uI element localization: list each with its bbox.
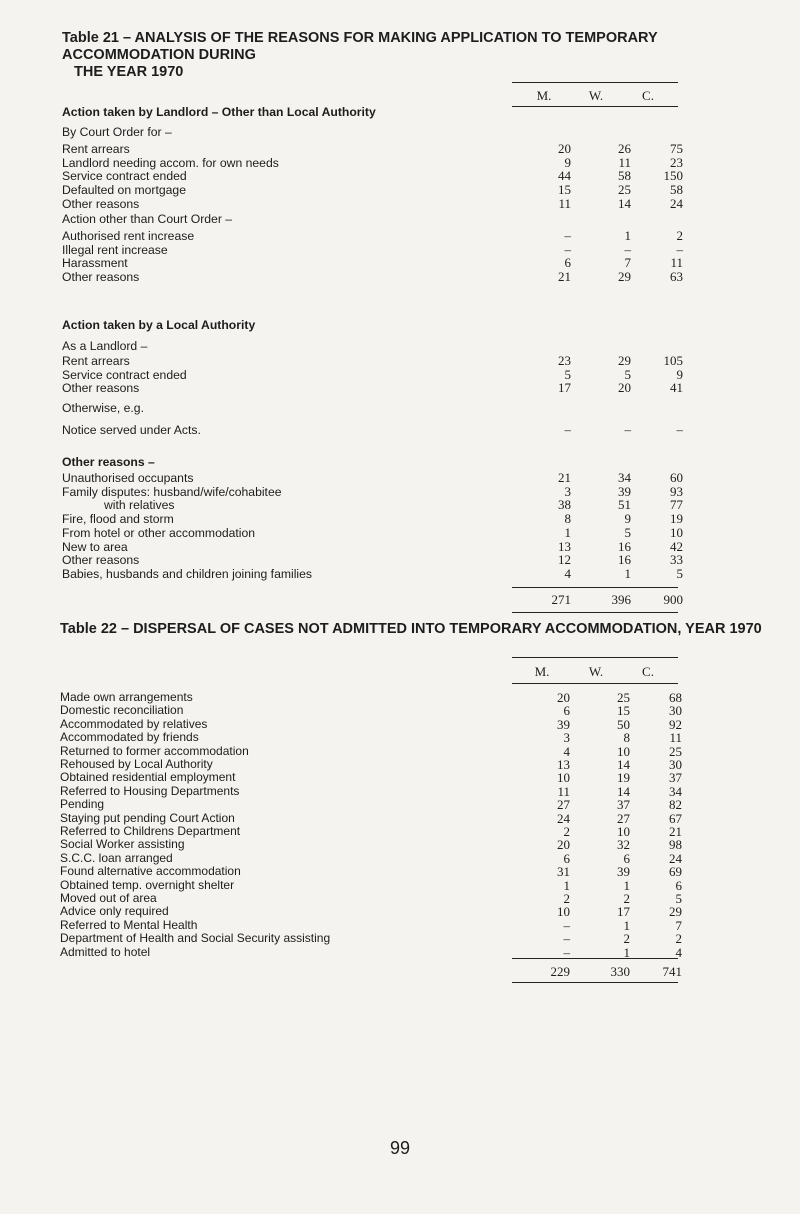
value-c: 10 xyxy=(670,524,683,540)
row-label: Social Worker assisting xyxy=(60,837,185,852)
value-w: 10 xyxy=(617,824,630,839)
table-21-total-w: 396 xyxy=(611,592,631,607)
table-22-col-w: W. xyxy=(588,664,604,679)
value-m: 10 xyxy=(557,904,570,920)
section-otherwise: Otherwise, e.g. xyxy=(62,401,144,415)
value-m: 6 xyxy=(563,703,570,719)
table-row xyxy=(0,905,800,918)
value-c: 93 xyxy=(670,483,683,499)
table-row xyxy=(0,838,800,851)
table-21-total-bottom-rule xyxy=(512,612,678,613)
value-c: 69 xyxy=(669,864,682,880)
row-label: Other reasons xyxy=(62,196,140,211)
value-c: 30 xyxy=(669,703,682,719)
value-c: 29 xyxy=(669,904,682,920)
table-22-total-m: 229 xyxy=(550,964,570,979)
value-w: 32 xyxy=(617,837,630,853)
value-c: 82 xyxy=(669,797,682,813)
value-c: 2 xyxy=(675,931,682,947)
value-m: – xyxy=(564,241,571,257)
section-landlord: Action taken by Landlord – Other than Local Authority xyxy=(62,105,376,119)
value-m: 3 xyxy=(563,730,570,746)
table-row xyxy=(0,381,800,395)
value-c: 150 xyxy=(663,168,683,184)
value-c: – xyxy=(676,241,683,257)
table-row xyxy=(0,270,800,284)
row-label: Fire, flood and storm xyxy=(62,512,174,527)
value-w: – xyxy=(624,422,631,437)
value-c: 4 xyxy=(675,944,682,960)
value-c: 30 xyxy=(669,757,682,772)
table-22-totals-row xyxy=(0,965,800,978)
value-c: 75 xyxy=(670,141,683,156)
table-row xyxy=(0,718,800,731)
table-22-col-c: C. xyxy=(642,664,654,679)
table-row xyxy=(0,142,800,156)
value-w: 14 xyxy=(618,195,631,211)
value-c: 11 xyxy=(670,255,683,271)
value-w: 17 xyxy=(617,904,630,920)
value-w: 58 xyxy=(618,168,631,184)
value-c: 34 xyxy=(669,783,682,799)
value-m: 8 xyxy=(564,511,571,527)
value-c: 23 xyxy=(670,154,683,170)
value-w: 2 xyxy=(623,891,630,906)
value-c: 63 xyxy=(670,269,683,285)
row-label: Obtained temp. overnight shelter xyxy=(60,877,235,892)
value-w: 7 xyxy=(624,255,631,271)
value-w: 25 xyxy=(618,182,631,198)
value-c: 60 xyxy=(670,470,683,485)
value-w: 16 xyxy=(618,552,631,568)
value-w: 16 xyxy=(618,538,631,554)
table-row xyxy=(0,946,800,959)
section-other-reasons: Other reasons – xyxy=(62,455,155,469)
value-c: 21 xyxy=(669,824,682,839)
value-m: 11 xyxy=(558,195,571,211)
row-label: Referred to Housing Departments xyxy=(60,783,240,798)
table-21-header-bottom-rule xyxy=(512,106,678,107)
row-label: Rent arrears xyxy=(62,142,130,156)
value-w: 50 xyxy=(617,716,630,732)
row-label: Other reasons xyxy=(62,270,140,285)
value-c: 7 xyxy=(675,917,682,933)
value-m: 12 xyxy=(558,552,571,568)
table-21-total-m: 271 xyxy=(551,592,571,607)
section-local-authority: Action taken by a Local Authority xyxy=(62,318,256,332)
table-row xyxy=(0,932,800,945)
page-number: 99 xyxy=(389,1138,411,1158)
value-m: 15 xyxy=(558,182,571,198)
row-label: Returned to former accommodation xyxy=(60,743,249,758)
value-m: 20 xyxy=(558,141,571,156)
row-label: Family disputes: husband/wife/cohabitee xyxy=(62,484,282,499)
table-22-total-bottom-rule xyxy=(512,982,678,983)
value-w: 14 xyxy=(617,757,630,772)
row-label: Referred to Mental Health xyxy=(60,917,198,932)
row-label: Defaulted on mortgage xyxy=(62,183,186,198)
row-label: Moved out of area xyxy=(60,891,157,905)
value-w: 34 xyxy=(618,470,631,485)
table-22-total-w: 330 xyxy=(610,964,630,979)
value-c: 41 xyxy=(670,380,683,396)
value-m: – xyxy=(563,944,570,960)
table-row xyxy=(0,229,800,243)
value-m: 13 xyxy=(557,757,570,772)
row-label: Accommodated by relatives xyxy=(60,716,208,731)
row-label: Found alternative accommodation xyxy=(60,864,241,879)
row-label: Service contract ended xyxy=(62,367,187,382)
value-w: 1 xyxy=(623,944,630,960)
table-row xyxy=(0,704,800,717)
row-label: Service contract ended xyxy=(62,169,187,184)
table-row xyxy=(0,892,800,905)
row-label: Harassment xyxy=(62,256,128,271)
table-22-col-m: M. xyxy=(534,664,550,679)
table-row xyxy=(0,512,800,526)
value-m: 4 xyxy=(564,565,571,581)
row-label: Rehoused by Local Authority xyxy=(60,757,213,771)
value-m: – xyxy=(564,228,571,243)
table-21-title xyxy=(62,30,782,81)
row-label: From hotel or other accommodation xyxy=(62,525,256,540)
table-row xyxy=(0,526,800,540)
row-label: Babies, husbands and children joining families xyxy=(62,566,312,581)
table-22-title: Table 22 – DISPERSAL OF CASES NOT ADMITTED INTO TEMPORARY ACCOMMODATION, YEAR 1970 xyxy=(60,621,762,637)
row-label: Department of Health and Social Security assisting xyxy=(60,931,331,946)
value-m: 2 xyxy=(563,824,570,839)
table-21-col-c: C. xyxy=(642,88,654,103)
value-c: 33 xyxy=(670,552,683,568)
table-22-header-top-rule xyxy=(512,657,678,658)
table-row xyxy=(0,865,800,878)
value-m: – xyxy=(564,422,571,437)
table-22-header-bottom-rule xyxy=(512,683,678,684)
value-c: 11 xyxy=(669,730,682,746)
table-row xyxy=(0,745,800,758)
row-label: Unauthorised occupants xyxy=(62,471,194,485)
value-w: 9 xyxy=(624,511,631,527)
row-label: Other reasons xyxy=(62,553,140,568)
value-c: 92 xyxy=(669,716,682,732)
value-w: 1 xyxy=(624,228,631,243)
value-c: 37 xyxy=(669,770,682,786)
value-m: 1 xyxy=(564,524,571,540)
table-row xyxy=(0,852,800,865)
table-row xyxy=(0,879,800,892)
section-court-order: By Court Order for – xyxy=(62,125,172,139)
section-non-court: Action other than Court Order – xyxy=(62,212,233,226)
value-w: 15 xyxy=(617,703,630,719)
value-m: 5 xyxy=(564,366,571,382)
row-label: Obtained residential employment xyxy=(60,770,236,785)
value-c: 6 xyxy=(675,877,682,893)
table-row xyxy=(0,758,800,771)
row-label: New to area xyxy=(62,539,128,554)
value-m: 20 xyxy=(557,690,570,705)
value-c: 77 xyxy=(670,497,683,513)
value-w: 39 xyxy=(618,483,631,499)
value-c: 5 xyxy=(676,565,683,581)
table-row xyxy=(0,919,800,932)
value-w: – xyxy=(624,241,631,257)
value-w: 8 xyxy=(623,730,630,746)
value-w: 27 xyxy=(617,810,630,826)
value-m: 4 xyxy=(563,743,570,759)
row-label: with relatives xyxy=(104,498,175,513)
table-22-total-top-rule xyxy=(512,958,678,959)
value-c: – xyxy=(676,422,683,437)
value-m: – xyxy=(563,917,570,933)
value-w: 25 xyxy=(617,690,630,705)
table-21-total-c: 900 xyxy=(663,592,683,607)
table-row xyxy=(0,771,800,784)
value-m: 44 xyxy=(558,168,571,184)
row-label: Illegal rent increase xyxy=(62,242,168,257)
value-m: 10 xyxy=(557,770,570,786)
value-c: 24 xyxy=(669,850,682,866)
value-w: 11 xyxy=(618,154,631,170)
value-m: 17 xyxy=(558,380,571,396)
value-c: 42 xyxy=(670,538,683,554)
row-label: Rent arrears xyxy=(62,354,130,368)
section-la-landlord: As a Landlord – xyxy=(62,339,148,353)
value-w: 29 xyxy=(618,269,631,285)
value-m: 20 xyxy=(557,837,570,853)
value-m: 3 xyxy=(564,483,571,499)
row-label: Advice only required xyxy=(60,904,169,919)
value-c: 5 xyxy=(675,891,682,906)
value-w: 51 xyxy=(618,497,631,513)
value-m: 39 xyxy=(557,716,570,732)
value-w: 1 xyxy=(624,565,631,581)
table-row xyxy=(0,785,800,798)
value-m: 27 xyxy=(557,797,570,813)
table-21-col-w: W. xyxy=(588,88,604,103)
table-21-total-top-rule xyxy=(512,587,678,588)
table-row xyxy=(0,567,800,581)
row-label: Admitted to hotel xyxy=(60,944,151,959)
value-c: 105 xyxy=(663,353,683,368)
table-21-title-line2: THE YEAR 1970 xyxy=(74,64,184,80)
value-m: 11 xyxy=(557,783,570,799)
table-row xyxy=(0,798,800,811)
table-22-total-c: 741 xyxy=(662,964,682,979)
table-row xyxy=(0,812,800,825)
value-w: 1 xyxy=(623,877,630,893)
value-m: 24 xyxy=(557,810,570,826)
row-label: S.C.C. loan arranged xyxy=(60,850,173,865)
value-m: 23 xyxy=(558,353,571,368)
row-label: Authorised rent increase xyxy=(62,229,195,243)
table-21-totals-row xyxy=(0,593,800,607)
value-m: 6 xyxy=(563,850,570,866)
table-row xyxy=(0,471,800,485)
value-m: 21 xyxy=(558,470,571,485)
row-label: Domestic reconciliation xyxy=(60,703,184,718)
row-label: Landlord needing accom. for own needs xyxy=(62,155,279,170)
table-21-title-line1: Table 21 – ANALYSIS OF THE REASONS FOR MAKING APPLICATION TO TEMPORARY ACCOMMODATION DURING xyxy=(62,30,658,63)
value-c: 58 xyxy=(670,182,683,198)
row-label: Notice served under Acts. xyxy=(62,423,201,437)
table-row xyxy=(0,825,800,838)
value-w: 1 xyxy=(623,917,630,933)
table-row xyxy=(0,197,800,211)
table-21-header-top-rule xyxy=(512,82,678,83)
row-label: Staying put pending Court Action xyxy=(60,810,235,825)
row-label: Other reasons xyxy=(62,381,140,396)
value-m: 38 xyxy=(558,497,571,513)
value-c: 67 xyxy=(669,810,682,826)
value-w: 29 xyxy=(618,353,631,368)
value-m: 6 xyxy=(564,255,571,271)
value-c: 25 xyxy=(669,743,682,759)
value-c: 24 xyxy=(670,195,683,211)
value-w: 5 xyxy=(624,524,631,540)
table-row xyxy=(0,354,800,368)
value-c: 9 xyxy=(676,366,683,382)
value-m: 13 xyxy=(558,538,571,554)
value-c: 19 xyxy=(670,511,683,527)
value-c: 68 xyxy=(669,690,682,705)
value-m: 1 xyxy=(563,877,570,893)
value-c: 98 xyxy=(669,837,682,853)
value-w: 10 xyxy=(617,743,630,759)
value-w: 5 xyxy=(624,366,631,382)
value-m: 9 xyxy=(564,154,571,170)
value-w: 20 xyxy=(618,380,631,396)
table-row xyxy=(0,731,800,744)
table-21-col-m: M. xyxy=(536,88,552,103)
value-w: 6 xyxy=(623,850,630,866)
value-m: – xyxy=(563,931,570,947)
value-w: 14 xyxy=(617,783,630,799)
value-m: 21 xyxy=(558,269,571,285)
value-w: 37 xyxy=(617,797,630,813)
value-w: 19 xyxy=(617,770,630,786)
value-c: 2 xyxy=(676,228,683,243)
table-row xyxy=(0,183,800,197)
value-w: 2 xyxy=(623,931,630,947)
row-label: Made own arrangements xyxy=(60,690,193,704)
value-m: 31 xyxy=(557,864,570,880)
table-row xyxy=(0,691,800,704)
value-m: 2 xyxy=(563,891,570,906)
value-w: 39 xyxy=(617,864,630,880)
row-label: Referred to Childrens Department xyxy=(60,824,241,838)
value-w: 26 xyxy=(618,141,631,156)
table-row xyxy=(0,423,800,437)
row-label: Pending xyxy=(60,797,105,812)
row-label: Accommodated by friends xyxy=(60,730,199,745)
